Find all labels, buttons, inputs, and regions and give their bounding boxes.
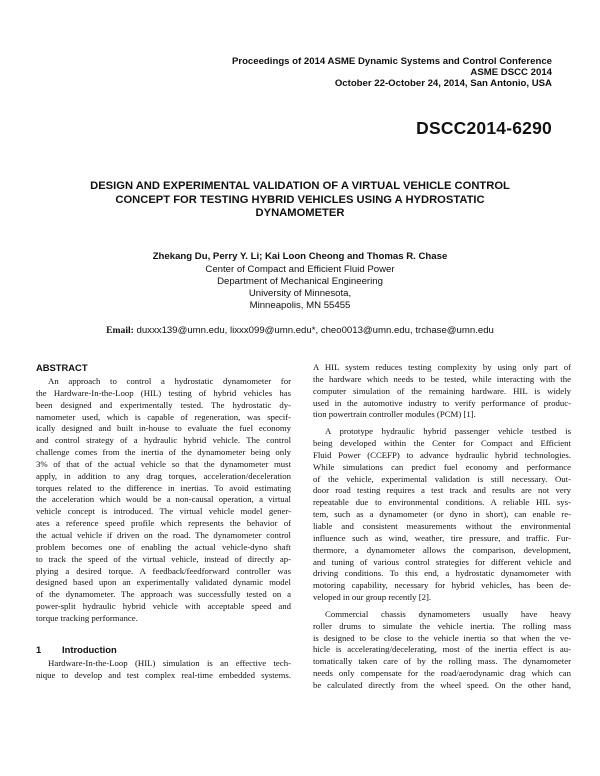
text-line: the Hardware-In-the-Loop (HIL) testing of hybrid vehicles has <box>36 387 291 398</box>
text-line: the hardware which needs to be tested, while interacting with the <box>313 373 571 384</box>
text-line: nique to develop and test complex real-time embedded systems. <box>36 669 291 680</box>
paragraph <box>313 426 571 604</box>
text-line: Hardware-In-the-Loop (HIL) simulation is an effective tech- <box>48 657 291 668</box>
text-line: While simulations can predict fuel economy and performance <box>313 461 571 472</box>
section-number: 1 <box>36 643 42 655</box>
text-line: door road testing requires a test track and results are not very <box>313 485 571 496</box>
text-line: torques related to the difference in inertias. To avoid estimating <box>36 482 291 493</box>
paragraph <box>313 609 571 692</box>
text-line: 3% of that of the actual vehicle so that the dynamometer must <box>36 458 291 469</box>
text-line: been designed and experimentally tested. The hydrostatic dy- <box>36 399 291 410</box>
text-line: tem, such as a dynamometer (or dyno in short), can enable re- <box>313 509 571 520</box>
right-column <box>313 362 571 692</box>
text-line: plying a desired torque. A feedback/feedforward controller was <box>36 565 291 576</box>
text-line: ates a reference speed profile which represents the behavior of <box>36 518 291 529</box>
affiliation-line: Minneapolis, MN 55455 <box>249 300 351 311</box>
text-line: A prototype hydraulic hybrid passenger vehicle testbed is <box>325 426 571 437</box>
section-title: Introduction <box>62 643 117 655</box>
text-line: designed based upon an experimentally validated dynamic model <box>36 577 291 588</box>
title-line: CONCEPT FOR TESTING HYBRID VEHICLES USING A HYDROSTATIC <box>115 193 485 206</box>
text-line: thermore, a dynamometer allows the comparison, development, <box>313 544 571 555</box>
text-line: Commercial chassis dynamometers usually have heavy <box>325 608 571 619</box>
text-line: liable and consistent measurements without the environmental <box>313 520 571 531</box>
abstract-heading: ABSTRACT <box>36 362 88 373</box>
text-line: tion powertrain controller modules (PCM) [1]. <box>313 409 476 420</box>
paragraph <box>313 362 571 421</box>
text-line: the acceleration which would be a non-causal operation, a virtual <box>36 494 291 505</box>
text-line: being developed within the Center for Compact and Efficient <box>313 438 571 449</box>
email-label: Email: <box>106 325 134 336</box>
title-line: DESIGN AND EXPERIMENTAL VALIDATION OF A VIRTUAL VEHICLE CONTROL <box>90 180 510 192</box>
text-line: used in the automotive industry to verify performance of produc- <box>313 397 571 408</box>
text-line: computer simulation of the remaining hardware. HIL is widely <box>313 385 571 396</box>
conference-header <box>232 56 552 89</box>
dates-location-line: October 22-October 24, 2014, San Antonio, USA <box>334 78 552 89</box>
affiliation-line: University of Minnesota, <box>248 288 352 299</box>
proceedings-line: Proceedings of 2014 ASME Dynamic Systems and Control Conference <box>231 56 552 67</box>
text-line: vehicle concept is introduced. The virtual vehicle model gener- <box>36 506 291 517</box>
affiliation-line: Department of Mechanical Engineering <box>217 276 383 287</box>
text-line: tomatically taken care of by the rolling mass. The dynamometer <box>313 656 571 667</box>
text-line: of the dynamometer. The approach was successfully tested on a <box>36 589 291 600</box>
introduction-body <box>36 658 291 682</box>
conference-line: ASME DSCC 2014 <box>470 67 552 78</box>
text-line: to track the speed of the virtual vehicle, instead of directly ap- <box>36 553 291 564</box>
text-line: be calculated directly from the wheel speed. On the other hand, <box>313 679 571 690</box>
text-line: An approach to control a hydrostatic dynamometer for <box>48 376 291 386</box>
text-line: torque tracking performance. <box>36 612 138 623</box>
paper-id: DSCC2014-6290 <box>416 118 552 138</box>
text-line: Fluid Power (CCEFP) to advance hydraulic hybrid technologies. <box>313 449 571 460</box>
text-line: and control strategy of a hydraulic hybrid vehicle. The control <box>36 435 291 446</box>
text-line: the actual vehicle if driven on the road. The dynamometer control <box>36 529 291 540</box>
text-line: repeatable due to environmental conditions. A reliable HIL sys- <box>313 497 571 508</box>
text-line: ically designed and built in-house to evaluate the fuel economy <box>36 423 291 434</box>
text-line: power-split hydraulic hybrid vehicle with acceptable speed and <box>36 601 291 612</box>
text-line: influence such as wind, weather, tire pressure, and traffic. Fur- <box>313 532 571 543</box>
text-line: driving conditions. To this end, a hydrostatic dynamometer with <box>313 568 571 579</box>
email-addresses: duxxx139@umn.edu, lixxx099@umn.edu*, cheo0013@umn.edu, trchase@umn.edu <box>136 325 494 336</box>
text-line: A HIL system reduces testing complexity by using only part of <box>313 362 571 372</box>
paper-title <box>70 180 530 221</box>
abstract-body <box>36 376 291 625</box>
introduction-heading <box>36 644 291 658</box>
text-line: roller drums to simulate the vehicle inertia. The rolling mass <box>313 620 571 631</box>
affiliation <box>60 264 540 312</box>
text-line: challenge comes from the inertia of the dynamometer being only <box>36 447 291 458</box>
left-column <box>36 362 291 681</box>
title-line: DYNAMOMETER <box>255 207 345 219</box>
text-line: of the vehicle, experimental validation is still necessary. Out- <box>313 473 571 484</box>
email-line <box>40 325 560 336</box>
text-line: problem becomes one of enabling the actual vehicle-dyno shaft <box>36 541 291 552</box>
authors: Zhekang Du, Perry Y. Li; Kai Loon Cheong and Thomas R. Chase <box>152 251 448 262</box>
text-line: motoring capability, necessary for hybrid vehicles, has been de- <box>313 580 571 591</box>
affiliation-line: Center of Compact and Efficient Fluid Power <box>205 264 395 275</box>
text-line: namometer used, which is capable of regeneration, was specif- <box>36 411 291 422</box>
text-line: veloped in our group recently [2]. <box>313 592 432 603</box>
text-line: and tuning of various control strategies for different vehicle and <box>313 556 571 567</box>
text-line: needs only compensate for the road/aerodynamic drag which can <box>313 668 571 679</box>
text-line: hicle is accelerating/decelerating, most of the inertia effect is au- <box>313 644 571 655</box>
text-line: apply, in addition to any drag torques, acceleration/deceleration <box>36 470 291 481</box>
text-line: is designed to be close to the vehicle inertia so that when the ve- <box>313 632 571 643</box>
